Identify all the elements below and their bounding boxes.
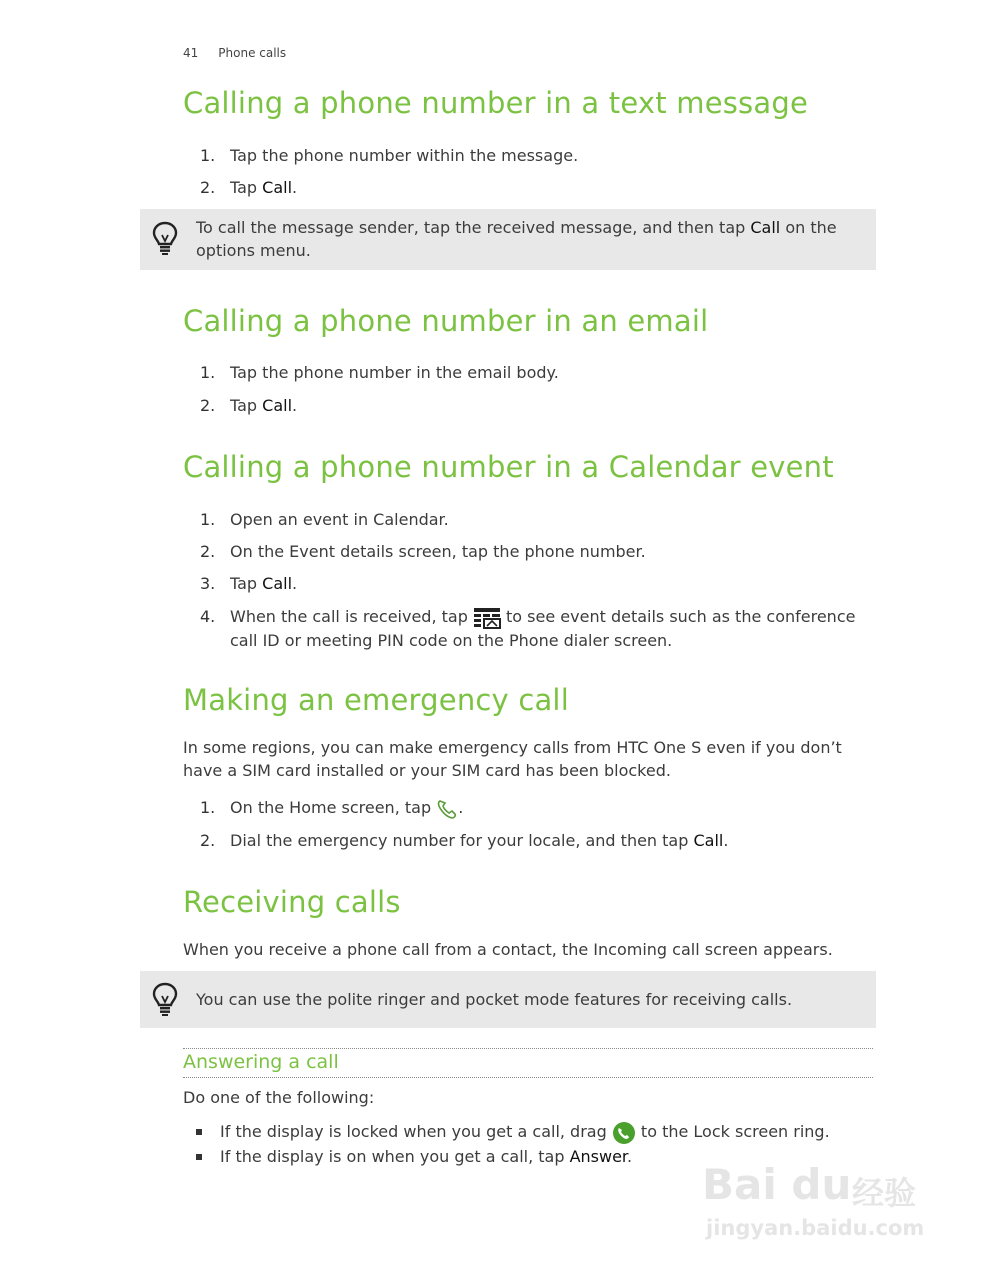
- step-number: 2.: [200, 831, 216, 850]
- step-number: 1.: [200, 510, 216, 529]
- answer-lead: Do one of the following:: [183, 1088, 375, 1107]
- tip-box: [140, 971, 876, 1028]
- baidu-watermark: [702, 1138, 942, 1248]
- step-number: 3.: [200, 574, 216, 593]
- heading-email: Calling a phone number in an email: [183, 304, 709, 338]
- heading-calendar-event: Calling a phone number in a Calendar event: [183, 450, 834, 484]
- step-text: Tap the phone number within the message.: [230, 146, 579, 165]
- lightbulb-icon: [152, 982, 178, 1016]
- heading-text-message: Calling a phone number in a text message: [183, 86, 808, 120]
- phone-icon: [436, 798, 458, 820]
- ui-term: Call: [262, 574, 293, 593]
- step-text: Tap Call.: [230, 178, 298, 197]
- ui-term: Call: [262, 396, 293, 415]
- step-text: Tap the phone number in the email body.: [230, 363, 559, 382]
- bullet-marker: [196, 1129, 202, 1135]
- receiving-intro: When you receive a phone call from a contact, the Incoming call screen appears.: [183, 940, 833, 959]
- step-number: 2.: [200, 396, 216, 415]
- page-number: 41: [183, 46, 199, 60]
- tip-text: You can use the polite ringer and pocket mode features for receiving calls.: [196, 990, 793, 1009]
- step-text: Tap Call.: [230, 396, 298, 415]
- heading-emergency-call: Making an emergency call: [183, 683, 569, 717]
- step-number: 1.: [200, 363, 216, 382]
- step-number: 2.: [200, 178, 216, 197]
- bullet-text: If the display is on when you get a call, tap Answer.: [220, 1147, 633, 1166]
- section-name: Phone calls: [218, 46, 287, 60]
- watermark-chinese: 经验: [852, 1174, 917, 1212]
- running-header: [183, 46, 286, 60]
- step-text: Open an event in Calendar.: [230, 510, 449, 529]
- bullet-text: If the display is locked when you get a call, drag to the Lock screen ring.: [220, 1120, 860, 1145]
- step-number: 1.: [200, 798, 216, 817]
- heading-receiving-calls: Receiving calls: [183, 885, 401, 919]
- tip-text: To call the message sender, tap the received message, and then tap Call on the options menu.: [196, 218, 837, 260]
- watermark-logo: Bai du: [702, 1160, 852, 1209]
- step-text: When the call is received, tap to see event details such as the conference call ID or meeting PIN code on the Phone dialer screen.: [230, 607, 856, 650]
- step-number: 2.: [200, 542, 216, 561]
- step-number: 1.: [200, 146, 216, 165]
- watermark-url: jingyan.baidu.com: [706, 1216, 925, 1240]
- ui-term: Call: [262, 178, 293, 197]
- tip-box: [140, 209, 876, 270]
- step-text: Dial the emergency number for your locale, and then tap Call.: [230, 831, 729, 850]
- subheading-text: Answering a call: [183, 1051, 339, 1073]
- step-text: On the Event details screen, tap the phone number.: [230, 542, 646, 561]
- event-details-icon: [473, 607, 501, 629]
- ui-term: Call: [750, 218, 781, 237]
- ui-term: Call: [693, 831, 724, 850]
- step-text: On the Home screen, tap .: [230, 796, 860, 820]
- subheading-answering-call: [183, 1048, 873, 1078]
- step-number: 4.: [200, 607, 216, 626]
- step-text: Tap Call.: [230, 574, 298, 593]
- bullet-marker: [196, 1154, 202, 1160]
- lightbulb-icon: [152, 221, 178, 255]
- ui-term: Answer: [569, 1147, 628, 1166]
- emergency-intro: In some regions, you can make emergency calls from HTC One S even if you don’t have a SIM card installed or your SIM card has been blocked.: [183, 738, 842, 780]
- answer-call-icon: [612, 1121, 636, 1145]
